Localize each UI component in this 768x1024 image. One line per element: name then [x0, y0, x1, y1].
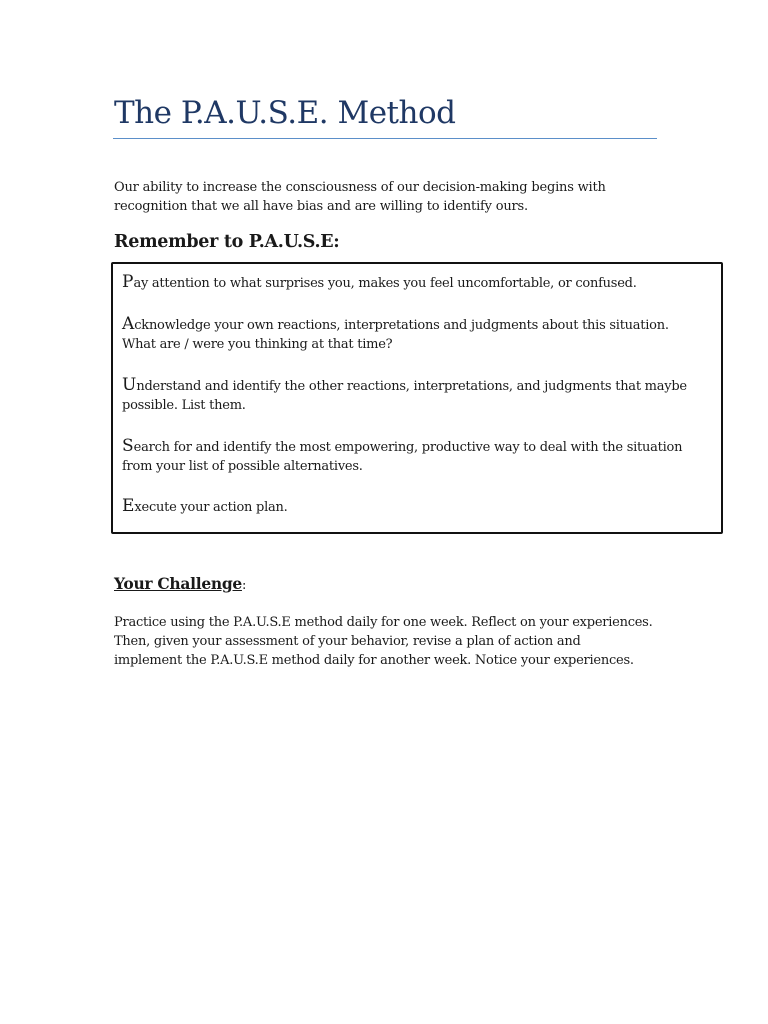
step-text-line-1: earch for and identify the most empowering, productive way to deal with the situation — [133, 440, 683, 455]
step-text-line-2: What are / were you thinking at that time? — [122, 337, 393, 352]
challenge-heading-line — [114, 574, 246, 593]
intro-line-1: Our ability to increase the consciousness of our decision-making begins with — [114, 180, 606, 195]
step-initial: E — [122, 496, 135, 516]
step-text-line-2: from your list of possible alternatives. — [122, 459, 363, 474]
pause-steps-box — [111, 262, 723, 534]
step-text-line-2: possible. List them. — [122, 398, 246, 413]
challenge-line-1: Practice using the P.A.U.S.E method daily for one week. Reflect on your experiences. — [114, 615, 653, 630]
pause-step-u — [122, 376, 707, 415]
step-text-line-1: xecute your action plan. — [134, 500, 288, 515]
step-initial: U — [122, 375, 137, 395]
challenge-line-2: Then, given your assessment of your behavior, revise a plan of action and — [114, 634, 581, 649]
pause-step-e — [122, 497, 707, 517]
pause-step-s — [122, 437, 707, 476]
challenge-line-3: implement the P.A.U.S.E method daily for another week. Notice your experiences. — [114, 653, 634, 668]
remember-heading: Remember to P.A.U.S.E: — [114, 232, 340, 252]
challenge-heading: Your Challenge — [114, 574, 242, 593]
pause-step-p — [122, 273, 707, 293]
challenge-colon: : — [241, 578, 247, 593]
title-underline-rule — [113, 138, 657, 139]
challenge-paragraph — [114, 613, 674, 670]
step-initial: A — [122, 314, 135, 334]
step-text-line-1: nderstand and identify the other reactions, interpretations, and judgments that maybe — [136, 379, 687, 394]
intro-paragraph — [114, 178, 674, 216]
step-initial: P — [122, 272, 134, 292]
page-title: The P.A.U.S.E. Method — [114, 95, 456, 131]
step-initial: S — [122, 436, 134, 456]
pause-step-a — [122, 315, 707, 354]
intro-line-2: recognition that we all have bias and are willing to identify ours. — [114, 199, 528, 214]
step-text-line-1: ay attention to what surprises you, makes you feel uncomfortable, or confused. — [133, 276, 637, 291]
step-text-line-1: cknowledge your own reactions, interpretations and judgments about this situation. — [134, 318, 669, 333]
